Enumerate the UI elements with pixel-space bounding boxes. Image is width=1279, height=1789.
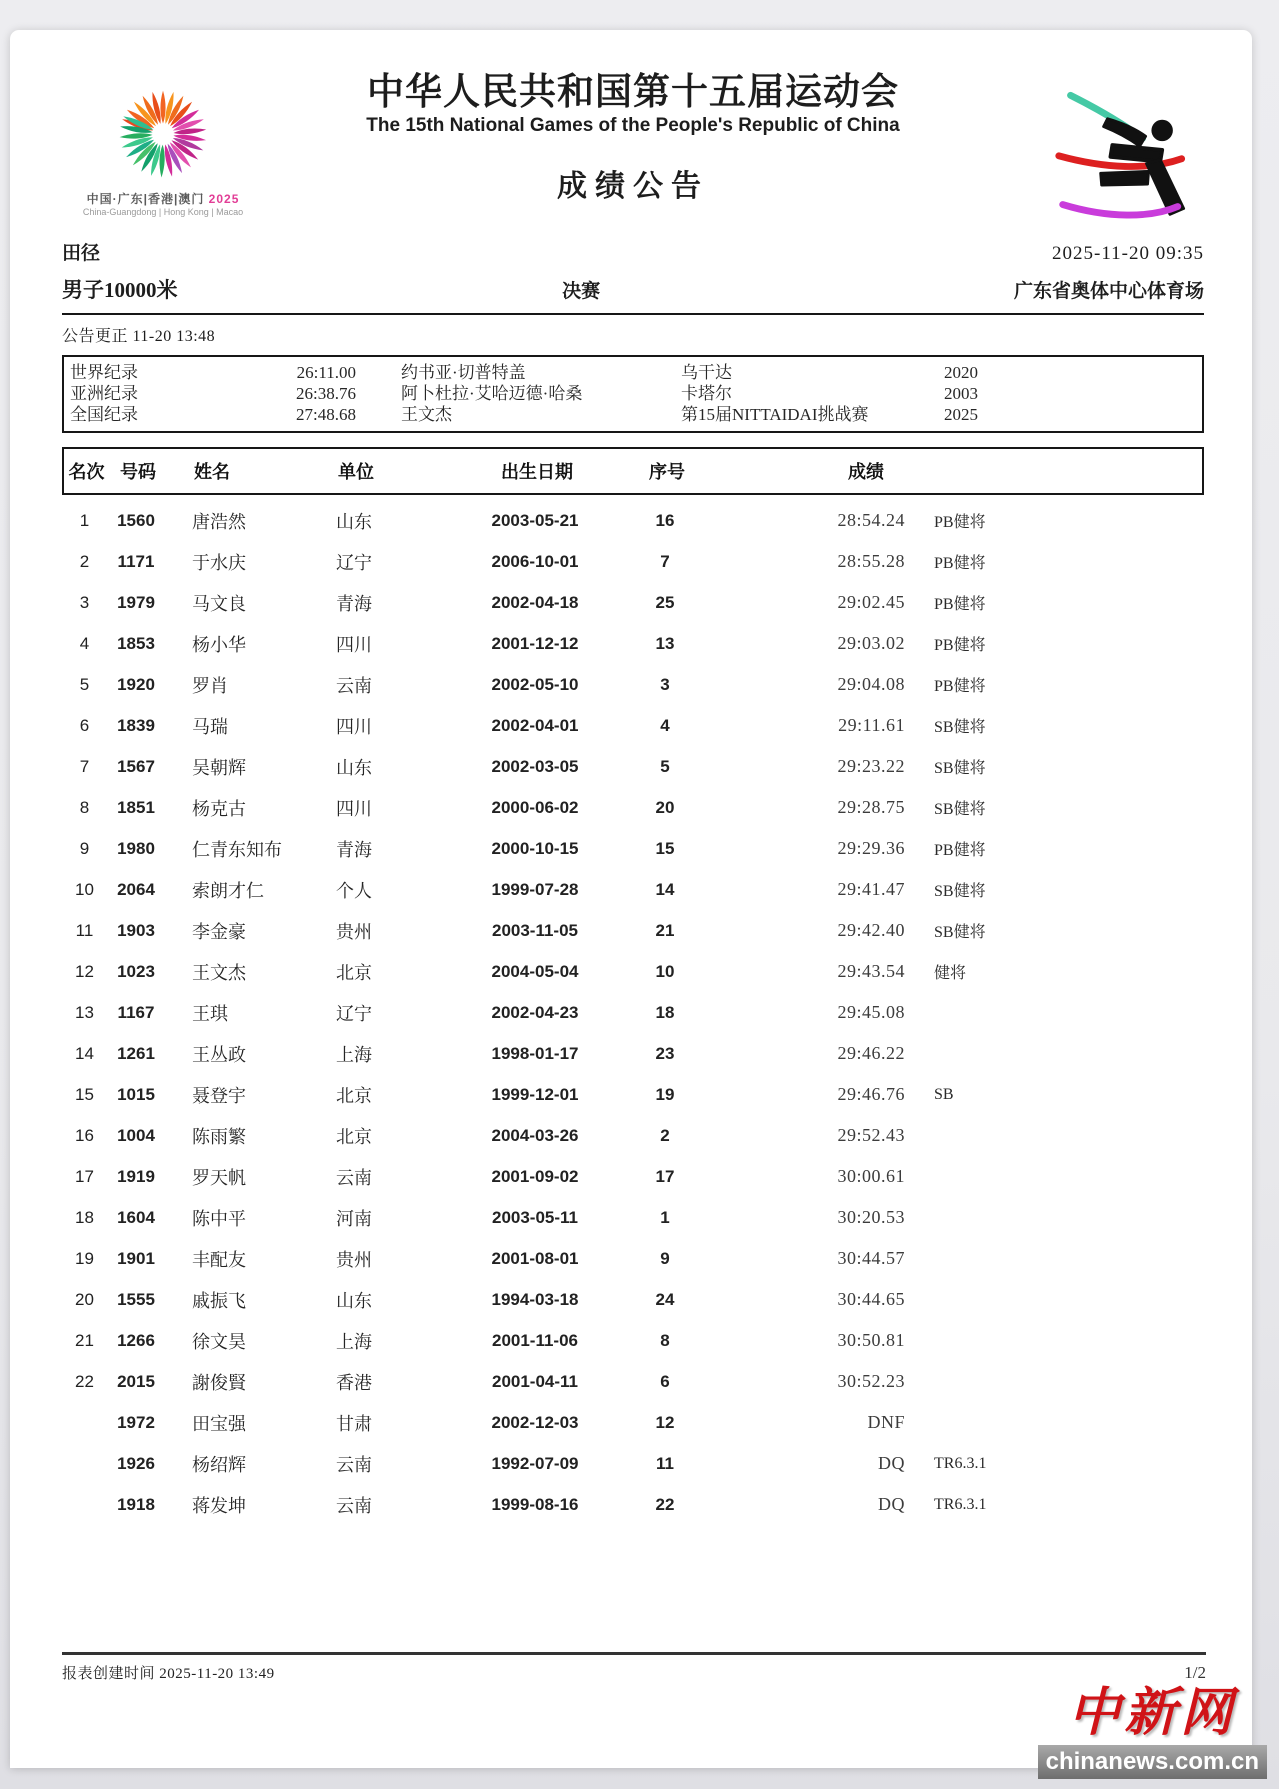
cell-bib: 1853 (117, 633, 155, 653)
round-label: 决赛 (562, 281, 601, 302)
cell-seq: 22 (655, 1494, 675, 1514)
cell-remark: PB健将 (934, 678, 986, 695)
result-row (62, 1402, 1204, 1443)
col-header-rank: 名次 (68, 462, 105, 482)
col-header-unit: 单位 (338, 462, 374, 482)
cell-unit: 青海 (336, 839, 372, 860)
cell-name: 蒋发坤 (192, 1495, 246, 1516)
cell-seq: 6 (660, 1371, 670, 1391)
cell-unit: 个人 (336, 880, 372, 901)
cell-name: 王丛政 (192, 1044, 246, 1065)
cell-name: 杨克古 (192, 798, 246, 819)
cell-result: 30:44.65 (837, 1289, 905, 1309)
cell-bib: 1851 (117, 797, 155, 817)
record-row (70, 404, 1196, 425)
result-row (62, 541, 1204, 582)
page-title-english: The 15th National Games of the People's Republic of China (366, 115, 900, 136)
result-row (62, 992, 1204, 1033)
cell-result: 29:52.43 (837, 1125, 905, 1145)
result-row (62, 1320, 1204, 1361)
record-mark: 27:48.68 (296, 405, 356, 424)
cell-bib: 2064 (117, 879, 155, 899)
cell-rank: 19 (75, 1248, 94, 1268)
cell-name: 謝俊賢 (192, 1372, 246, 1393)
cell-seq: 25 (655, 592, 675, 612)
cell-unit: 四川 (336, 716, 372, 737)
cell-name: 徐文昊 (192, 1331, 246, 1352)
result-row (62, 828, 1204, 869)
record-row (70, 362, 1196, 383)
record-label: 亚洲纪录 (70, 384, 138, 403)
record-affiliation: 卡塔尔 (681, 384, 732, 403)
cell-bib: 1839 (117, 715, 155, 735)
cell-name: 陈中平 (192, 1208, 246, 1229)
meta-row-event (62, 274, 1204, 315)
cell-rank: 14 (75, 1043, 94, 1063)
cell-remark: SB健将 (934, 719, 986, 736)
result-row (62, 664, 1204, 705)
cell-name: 丰配友 (192, 1249, 246, 1270)
chinanews-site-url: chinanews.com.cn (1038, 1745, 1267, 1779)
cell-dob: 2001-09-02 (491, 1166, 579, 1186)
cell-bib: 1920 (117, 674, 155, 694)
cell-unit: 四川 (336, 634, 372, 655)
cell-bib: 1926 (117, 1453, 155, 1473)
cell-name: 杨绍辉 (192, 1454, 246, 1475)
cell-result: DNF (867, 1412, 905, 1432)
cell-dob: 2004-05-04 (491, 961, 579, 981)
cell-result: 28:55.28 (837, 551, 905, 571)
cell-dob: 2001-04-11 (491, 1371, 579, 1391)
cell-bib: 1555 (117, 1289, 155, 1309)
cell-dob: 2003-05-11 (491, 1207, 579, 1227)
cell-unit: 贵州 (336, 1249, 372, 1270)
cell-seq: 10 (655, 961, 675, 981)
cell-unit: 云南 (336, 675, 372, 696)
cell-name: 李金豪 (192, 921, 246, 942)
cell-result: 30:44.57 (837, 1248, 905, 1268)
cell-seq: 3 (660, 674, 670, 694)
cell-result: 29:23.22 (837, 756, 905, 776)
cell-remark: TR6.3.1 (934, 1454, 987, 1472)
cell-dob: 2002-12-03 (491, 1412, 579, 1432)
cell-result: 29:41.47 (837, 879, 905, 899)
cell-rank: 5 (79, 674, 90, 694)
record-year: 2003 (944, 384, 978, 403)
result-row (62, 623, 1204, 664)
cell-dob: 1994-03-18 (491, 1289, 579, 1309)
cell-dob: 2006-10-01 (491, 551, 579, 571)
cell-unit: 四川 (336, 798, 372, 819)
result-row (62, 1361, 1204, 1402)
cell-rank: 9 (79, 838, 90, 858)
cell-rank: 18 (75, 1207, 94, 1227)
cell-seq: 14 (655, 879, 675, 899)
cell-result: 29:03.02 (837, 633, 905, 653)
cell-seq: 16 (655, 510, 675, 530)
cell-remark: SB健将 (934, 883, 986, 900)
document-footer (62, 1662, 1206, 1683)
cell-seq: 2 (660, 1125, 670, 1145)
cell-bib: 1918 (117, 1494, 155, 1514)
games-emblem-logo (87, 72, 239, 190)
cell-result: 28:54.24 (837, 510, 905, 530)
cell-rank: 12 (75, 961, 94, 981)
cell-rank: 20 (75, 1289, 94, 1309)
cell-dob: 2002-04-01 (491, 715, 579, 735)
document-content (10, 30, 1252, 1768)
correction-note: 公告更正 11-20 13:48 (62, 328, 216, 345)
cell-bib: 1903 (117, 920, 155, 940)
record-holder: 王文杰 (401, 405, 452, 424)
cell-bib: 1560 (117, 510, 155, 530)
title-block (242, 72, 1024, 205)
cell-bib: 2015 (117, 1371, 155, 1391)
record-year: 2020 (944, 363, 978, 382)
cell-dob: 2001-08-01 (491, 1248, 579, 1268)
cell-seq: 15 (655, 838, 675, 858)
cell-seq: 13 (655, 633, 675, 653)
result-row (62, 746, 1204, 787)
cell-bib: 1261 (117, 1043, 155, 1063)
cell-rank: 15 (75, 1084, 94, 1104)
athletics-pictogram-icon (1050, 70, 1208, 226)
document-type-title: 成绩公告 (557, 170, 709, 203)
result-row (62, 1074, 1204, 1115)
chinanews-logo: 中新网 (1068, 1685, 1237, 1742)
cell-seq: 4 (660, 715, 670, 735)
cell-bib: 1023 (117, 961, 155, 981)
results-table-body (62, 500, 1204, 1525)
cell-unit: 河南 (336, 1208, 372, 1229)
cell-name: 田宝强 (192, 1413, 246, 1434)
cell-seq: 20 (655, 797, 675, 817)
cell-dob: 2000-06-02 (491, 797, 579, 817)
record-label: 全国纪录 (70, 405, 138, 424)
cell-rank: 2 (79, 551, 90, 571)
venue-label: 广东省奥体中心体育场 (1013, 281, 1204, 302)
emblem-caption-year: 2025 (208, 192, 240, 206)
cell-remark: PB健将 (934, 637, 986, 654)
cell-remark: PB健将 (934, 842, 986, 859)
cell-result: 30:52.23 (837, 1371, 905, 1391)
cell-unit: 上海 (336, 1331, 372, 1352)
cell-dob: 1992-07-09 (491, 1453, 579, 1473)
cell-result: 29:04.08 (837, 674, 905, 694)
cell-name: 罗肖 (192, 675, 228, 696)
result-row (62, 1033, 1204, 1074)
cell-rank: 4 (79, 633, 90, 653)
event-label: 男子10000米 (62, 278, 178, 302)
cell-dob: 2003-11-05 (491, 920, 579, 940)
cell-unit: 云南 (336, 1167, 372, 1188)
cell-name: 聂登宇 (192, 1085, 246, 1106)
cell-rank: 22 (75, 1371, 94, 1391)
cell-remark: PB健将 (934, 596, 986, 613)
results-header-row (64, 449, 1202, 493)
cell-remark: 健将 (934, 965, 967, 982)
cell-name: 仁青东知布 (192, 839, 282, 860)
cell-seq: 24 (655, 1289, 675, 1309)
cell-unit: 北京 (336, 1126, 372, 1147)
col-header-result: 成绩 (848, 462, 884, 482)
cell-bib: 1266 (117, 1330, 155, 1350)
cell-rank: 6 (79, 715, 90, 735)
cell-name: 王琪 (192, 1003, 228, 1024)
cell-result: DQ (878, 1453, 905, 1473)
col-header-name: 姓名 (194, 462, 230, 482)
cell-result: 30:20.53 (837, 1207, 905, 1227)
cell-rank: 10 (75, 879, 94, 899)
results-table-header (62, 447, 1204, 495)
cell-remark: SB健将 (934, 924, 986, 941)
cell-unit: 北京 (336, 1085, 372, 1106)
cell-rank: 3 (79, 592, 90, 612)
cell-seq: 1 (660, 1207, 670, 1227)
result-row (62, 951, 1204, 992)
cell-unit: 甘肃 (336, 1413, 372, 1434)
cell-result: 29:02.45 (837, 592, 905, 612)
cell-dob: 2002-05-10 (491, 674, 579, 694)
cell-seq: 9 (660, 1248, 670, 1268)
cell-rank: 7 (79, 756, 90, 776)
cell-remark: SB (934, 1085, 954, 1103)
cell-result: 29:11.61 (838, 715, 905, 735)
cell-rank: 11 (75, 920, 94, 940)
cell-dob: 1999-08-16 (491, 1494, 579, 1514)
cell-rank: 1 (79, 510, 90, 530)
record-affiliation: 乌干达 (681, 363, 732, 382)
cell-name: 马文良 (192, 593, 246, 614)
cell-dob: 2000-10-15 (491, 838, 579, 858)
cell-bib: 1919 (117, 1166, 155, 1186)
document-header (62, 70, 1204, 228)
result-row (62, 910, 1204, 951)
cell-result: 30:00.61 (837, 1166, 905, 1186)
result-row (62, 787, 1204, 828)
cell-dob: 2001-11-06 (491, 1330, 579, 1350)
cell-result: 30:50.81 (837, 1330, 905, 1350)
cell-bib: 1979 (117, 592, 155, 612)
cell-name: 陈雨繁 (192, 1126, 246, 1147)
cell-result: 29:29.36 (837, 838, 905, 858)
cell-rank: 21 (75, 1330, 94, 1350)
cell-name: 杨小华 (192, 634, 246, 655)
cell-name: 罗天帆 (192, 1167, 246, 1188)
record-row (70, 383, 1196, 404)
cell-seq: 8 (660, 1330, 670, 1350)
report-datetime: 2025-11-20 09:35 (1052, 243, 1204, 264)
cell-name: 于水庆 (192, 552, 246, 573)
cell-seq: 17 (655, 1166, 675, 1186)
cell-bib: 1015 (117, 1084, 155, 1104)
cell-unit: 辽宁 (336, 552, 372, 573)
result-row (62, 500, 1204, 541)
cell-result: 29:28.75 (837, 797, 905, 817)
cell-result: DQ (878, 1494, 905, 1514)
cell-result: 29:46.76 (837, 1084, 905, 1104)
col-header-dob: 出生日期 (501, 462, 573, 482)
cell-name: 索朗才仁 (192, 880, 264, 901)
cell-name: 唐浩然 (192, 511, 246, 532)
cell-bib: 1604 (117, 1207, 155, 1227)
col-header-seq: 序号 (649, 462, 685, 482)
record-holder: 阿卜杜拉·艾哈迈德·哈桑 (401, 384, 583, 403)
cell-unit: 云南 (336, 1495, 372, 1516)
cell-seq: 12 (655, 1412, 675, 1432)
cell-dob: 2002-03-05 (491, 756, 579, 776)
cell-remark: PB健将 (934, 555, 986, 572)
cell-dob: 2003-05-21 (491, 510, 579, 530)
cell-bib: 1004 (117, 1125, 155, 1145)
result-row (62, 1156, 1204, 1197)
report-created-time: 报表创建时间 2025-11-20 13:49 (62, 1666, 275, 1682)
record-mark: 26:38.76 (296, 384, 356, 403)
cell-result: 29:45.08 (837, 1002, 905, 1022)
result-row (62, 1238, 1204, 1279)
result-row (62, 1197, 1204, 1238)
result-row (62, 869, 1204, 910)
result-row (62, 1443, 1204, 1484)
cell-dob: 1999-12-01 (491, 1084, 579, 1104)
cell-remark: TR6.3.1 (934, 1495, 987, 1513)
cell-unit: 山东 (336, 1290, 372, 1311)
page-number: 1/2 (1184, 1663, 1206, 1682)
cell-dob: 1998-01-17 (491, 1043, 579, 1063)
cell-name: 王文杰 (192, 962, 246, 983)
emblem-caption-cn-text: 中国·广东|香港|澳门 (86, 192, 205, 206)
cell-result: 29:46.22 (837, 1043, 905, 1063)
cell-remark: SB健将 (934, 760, 986, 777)
record-year: 2025 (944, 405, 978, 424)
result-row (62, 1484, 1204, 1525)
cell-bib: 1901 (117, 1248, 155, 1268)
cell-name: 马瑞 (192, 716, 228, 737)
result-row (62, 582, 1204, 623)
cell-unit: 上海 (336, 1044, 372, 1065)
footer-divider (62, 1652, 1206, 1655)
cell-seq: 23 (655, 1043, 675, 1063)
cell-remark: SB健将 (934, 801, 986, 818)
document-page (10, 30, 1252, 1768)
cell-name: 吴朝辉 (192, 757, 246, 778)
cell-dob: 2002-04-23 (491, 1002, 579, 1022)
cell-seq: 5 (660, 756, 670, 776)
cell-bib: 1980 (117, 838, 155, 858)
cell-dob: 2001-12-12 (491, 633, 579, 653)
record-label: 世界纪录 (70, 363, 138, 382)
cell-rank: 13 (75, 1002, 94, 1022)
sport-label: 田径 (62, 243, 101, 264)
cell-dob: 2002-04-18 (491, 592, 579, 612)
record-mark: 26:11.00 (296, 363, 356, 382)
cell-name: 戚振飞 (192, 1290, 246, 1311)
cell-bib: 1972 (117, 1412, 155, 1432)
page-title: 中华人民共和国第十五届运动会 (367, 72, 899, 113)
cell-unit: 青海 (336, 593, 372, 614)
cell-unit: 云南 (336, 1454, 372, 1475)
cell-seq: 19 (655, 1084, 675, 1104)
cell-unit: 辽宁 (336, 1003, 372, 1024)
record-affiliation: 第15届NITTAIDAI挑战赛 (681, 405, 869, 424)
cell-unit: 贵州 (336, 921, 372, 942)
cell-dob: 2004-03-26 (491, 1125, 579, 1145)
meta-row-sport (62, 238, 1204, 265)
cell-seq: 7 (660, 551, 670, 571)
cell-bib: 1167 (117, 1002, 155, 1022)
cell-unit: 香港 (336, 1372, 372, 1393)
records-box (62, 355, 1204, 433)
cell-rank: 8 (79, 797, 90, 817)
result-row (62, 1279, 1204, 1320)
record-holder: 约书亚·切普特盖 (401, 363, 526, 382)
cell-unit: 山东 (336, 511, 372, 532)
cell-remark: PB健将 (934, 514, 986, 531)
cell-rank: 16 (75, 1125, 94, 1145)
cell-result: 29:43.54 (837, 961, 905, 981)
chinanews-watermark (1038, 1685, 1267, 1779)
cell-dob: 1999-07-28 (491, 879, 579, 899)
cell-unit: 北京 (336, 962, 372, 983)
cell-bib: 1567 (117, 756, 155, 776)
cell-seq: 18 (655, 1002, 675, 1022)
cell-seq: 11 (656, 1453, 674, 1473)
result-row (62, 1115, 1204, 1156)
games-emblem (68, 72, 258, 217)
cell-seq: 21 (655, 920, 675, 940)
cell-bib: 1171 (117, 551, 155, 571)
emblem-caption-en: China-Guangdong | Hong Kong | Macao (82, 207, 244, 217)
emblem-caption-cn (68, 190, 258, 207)
result-row (62, 705, 1204, 746)
cell-unit: 山东 (336, 757, 372, 778)
col-header-bib: 号码 (120, 462, 156, 482)
cell-result: 29:42.40 (837, 920, 905, 940)
cell-rank: 17 (75, 1166, 94, 1186)
